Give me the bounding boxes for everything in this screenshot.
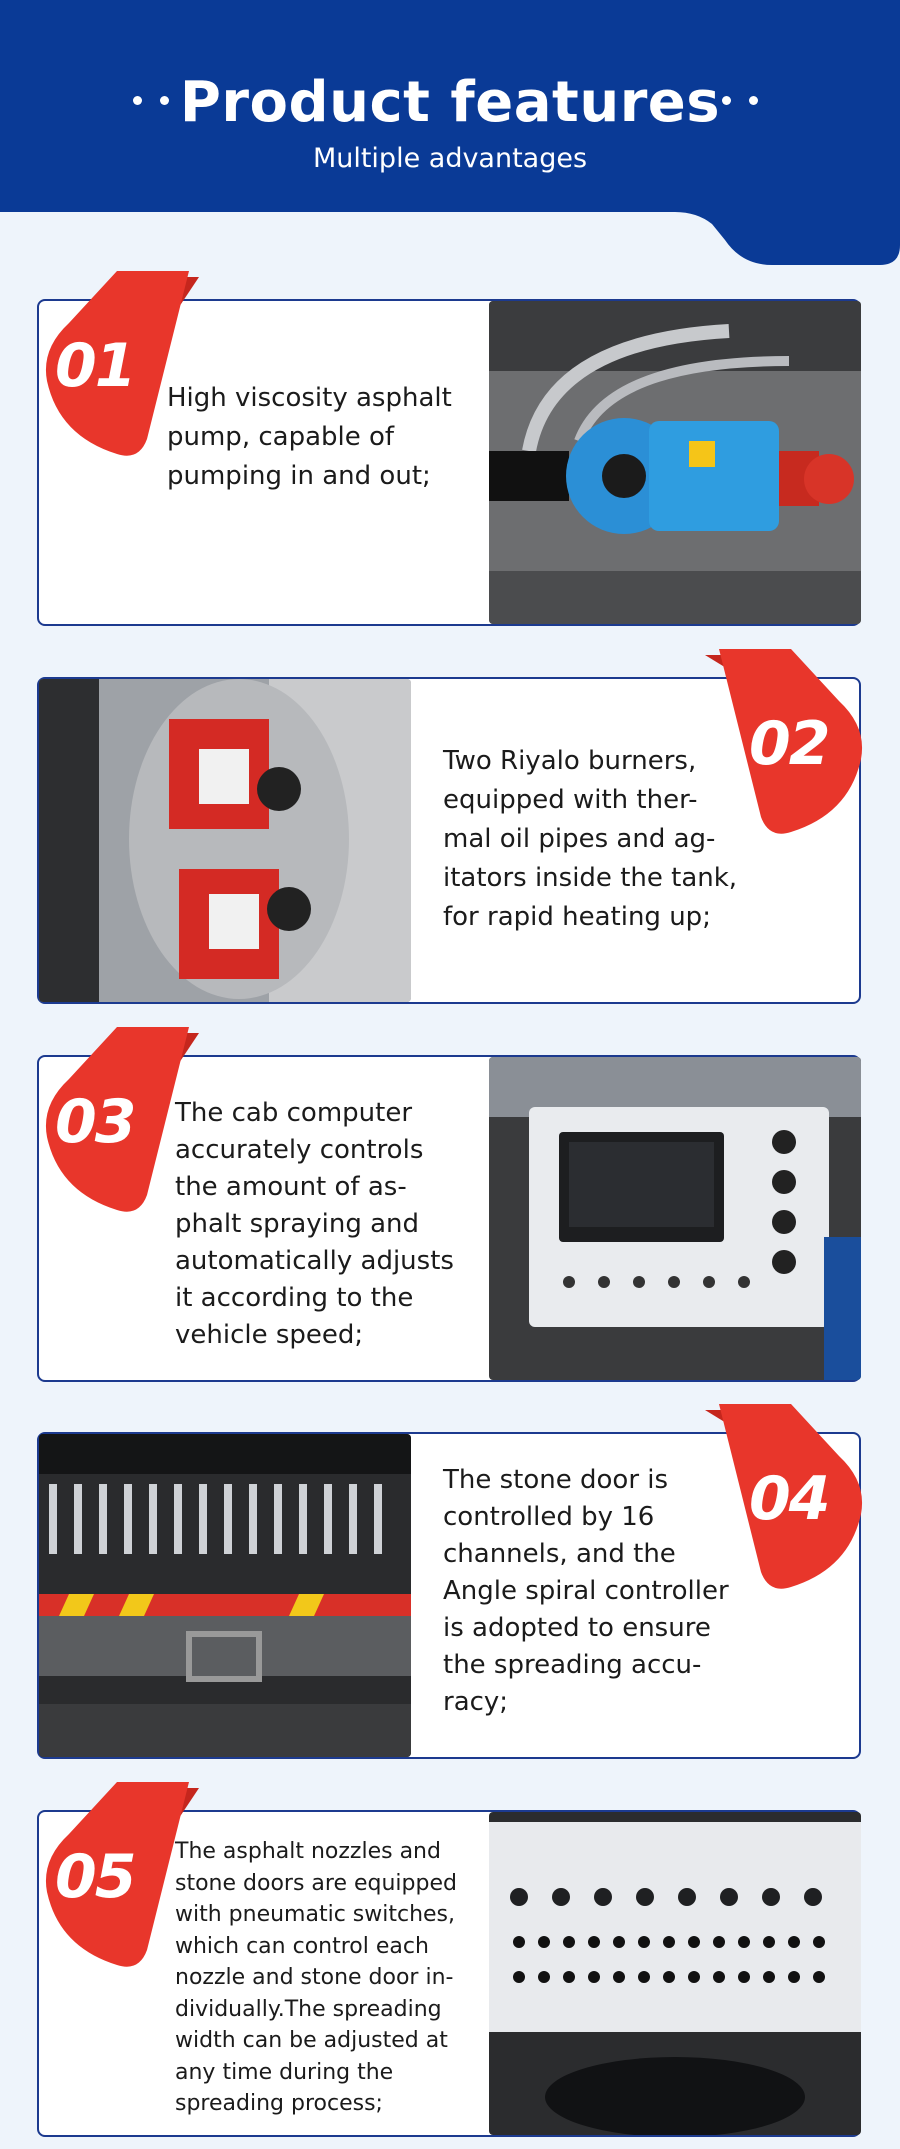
badge-number: 05 [55,1842,135,1912]
feature-photo-pump [489,301,861,624]
feature-card-04 [37,1432,861,1759]
feature-card-01 [37,299,861,626]
feature-text: Two Riyalo burners, equipped with ther- mal oil pipes and ag- itators inside the tank, for rapid heating up; [443,746,738,932]
feature-photo-switch-panel [489,1812,861,2135]
feature-text: High viscosity asphalt pump, capable of pumping in and out; [167,383,452,491]
badge-04 [699,1404,869,1594]
feature-text: The cab computer accurately controls the amount of as- phalt spraying and automatically adjusts it according to the vehicle speed; [175,1098,454,1350]
badge-number: 02 [749,709,829,779]
badge-02 [699,649,869,839]
feature-text: The stone door is controlled by 16 channels, and the Angle spiral controller is adopted to ensure the spreading accu- racy; [443,1465,729,1717]
feature-card-03 [37,1055,861,1382]
badge-number: 01 [55,331,135,401]
header-banner [0,0,900,265]
badge-01 [39,271,209,461]
page-subtitle: Multiple advantages [312,143,588,174]
feature-photo-burners [39,679,411,1002]
feature-text: The asphalt nozzles and stone doors are equipped with pneumatic switches, which can control each nozzle and stone door in- dividually.The spreading width can be adjusted at any time during the spreading process; [175,1839,457,2116]
feature-photo-control-panel [489,1057,861,1380]
badge-03 [39,1027,209,1217]
feature-card-02 [37,677,861,1004]
badge-number: 04 [749,1464,829,1534]
page-title: Product features [179,70,721,135]
feature-photo-stone-doors [39,1434,411,1757]
badge-05 [39,1782,209,1972]
badge-number: 03 [55,1087,135,1157]
feature-card-05 [37,1810,861,2137]
